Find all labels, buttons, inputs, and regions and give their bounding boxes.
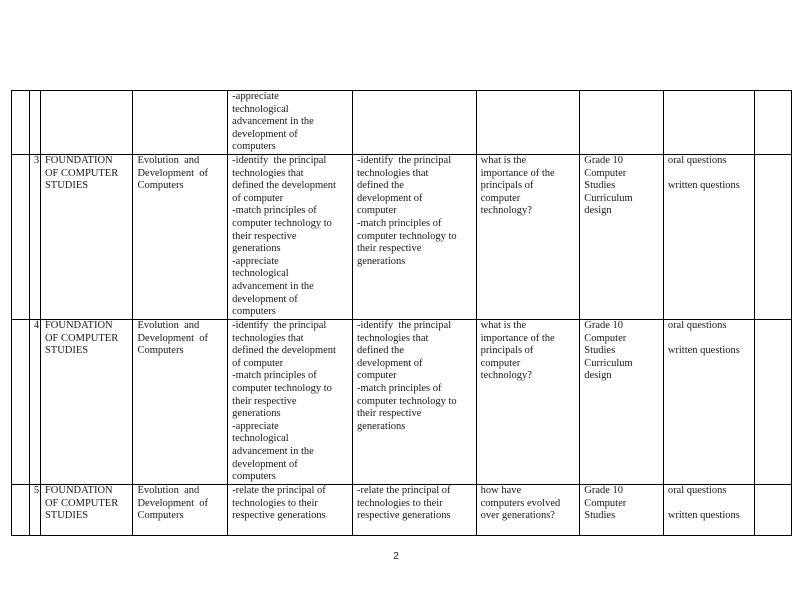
cell-text-line: -relate the principal of	[356, 484, 451, 496]
cell-text-line: generations	[232, 408, 281, 420]
cell-text-line: -identify the principal	[232, 319, 327, 331]
strand-cell	[40, 319, 132, 484]
cell-text-line: technology?	[480, 205, 532, 217]
cell-text-line: generations	[356, 255, 406, 267]
cell-text-line: Curriculum	[584, 357, 633, 369]
cell-text-line: respective generations	[232, 510, 326, 522]
week-cell	[12, 484, 30, 535]
cell-text-line: technologies that	[356, 332, 429, 344]
cell-text-line: generations	[232, 243, 281, 255]
learning-resources-cell	[580, 91, 664, 155]
cell-text-line: computer technology to	[232, 217, 332, 229]
learning-outcomes-cell	[228, 484, 353, 535]
cell-text-line: OF COMPUTER	[44, 332, 119, 344]
cell-text-line: development of	[232, 458, 298, 470]
cell-text-line: Evolution and	[137, 154, 200, 166]
sub-strand-cell	[133, 91, 228, 155]
cell-text-line: of computer	[232, 192, 284, 204]
cell-text-line: computer	[480, 192, 521, 204]
learning-resources-cell	[580, 319, 664, 484]
cell-text-line: -appreciate	[232, 255, 279, 267]
cell-text-line: technological	[232, 433, 289, 445]
cell-text-line: Curriculum	[584, 192, 633, 204]
cell-text-line: their respective	[232, 395, 297, 407]
cell-text-line: OF COMPUTER	[44, 167, 119, 179]
cell-text-line: technologies that	[232, 167, 304, 179]
table-row	[12, 91, 792, 155]
learning-activities-cell	[352, 319, 476, 484]
cell-text-line: computers	[232, 141, 276, 153]
cell-text-line: Development of	[137, 167, 209, 179]
cell-text-line: their respective	[356, 408, 422, 420]
cell-text-line: principals of	[480, 180, 534, 192]
cell-text-line: defined the	[356, 180, 404, 192]
page-number: 2	[393, 551, 399, 562]
sub-strand-cell	[133, 319, 228, 484]
cell-text-line: design	[584, 370, 612, 382]
sub-strand-cell	[133, 484, 228, 535]
learning-outcomes-cell	[228, 319, 353, 484]
remarks-cell	[755, 484, 792, 535]
sub-strand-cell	[133, 154, 228, 319]
cell-text-line: Grade 10	[584, 154, 624, 166]
key-inquiry-question-cell	[476, 484, 580, 535]
cell-text-line: STUDIES	[44, 345, 89, 357]
cell-text-line: FOUNDATION	[44, 484, 113, 496]
cell-text-line: Grade 10	[584, 319, 624, 331]
cell-text-line: -appreciate	[232, 91, 279, 102]
cell-text-line: Studies	[584, 345, 616, 357]
key-inquiry-question-cell	[476, 319, 580, 484]
cell-text-line: technological	[232, 268, 289, 280]
cell-text-line: Computers	[137, 180, 184, 192]
cell-text-line: Computer	[584, 167, 627, 179]
cell-text-line: their respective	[232, 230, 297, 242]
cell-text-line: STUDIES	[44, 510, 89, 522]
learning-activities-cell	[352, 154, 476, 319]
remarks-cell	[755, 319, 792, 484]
cell-text-line: Studies	[584, 510, 616, 522]
lesson-number-cell: 5	[29, 484, 40, 535]
assessment-methods-cell	[663, 319, 754, 484]
cell-text-line: computer technology to	[232, 382, 332, 394]
cell-text-line: technologies to their	[232, 497, 318, 509]
lesson-number-cell: 3	[29, 154, 40, 319]
spacer	[668, 498, 750, 511]
cell-text-line: technologies to their	[356, 497, 443, 509]
cell-text-line: oral questions	[667, 484, 727, 496]
learning-outcomes-cell	[228, 91, 353, 155]
cell-text-line: what is the	[480, 319, 527, 331]
learning-resources-cell	[580, 484, 664, 535]
cell-text-line: computer	[356, 205, 397, 217]
strand-cell	[40, 91, 132, 155]
week-cell	[12, 319, 30, 484]
cell-text-line: Development of	[137, 332, 209, 344]
cell-text-line: computers evolved	[480, 497, 561, 509]
cell-text-line: oral questions	[667, 319, 727, 331]
week-cell	[12, 154, 30, 319]
learning-activities-cell	[352, 91, 476, 155]
cell-text-line: development of	[232, 293, 298, 305]
cell-text-line: computers	[232, 306, 276, 318]
cell-text-line: over generations?	[480, 510, 555, 522]
scheme-of-work-table	[11, 90, 792, 536]
cell-text-line: advancement in the	[232, 280, 314, 292]
cell-text-line: FOUNDATION	[44, 154, 113, 166]
cell-text-line: defined the development	[232, 345, 336, 357]
cell-text-line: -relate the principal of	[232, 484, 326, 496]
cell-text-line: STUDIES	[44, 180, 89, 192]
key-inquiry-question-cell	[476, 154, 580, 319]
lesson-number-cell	[29, 91, 40, 155]
cell-text-line: development of	[356, 192, 423, 204]
assessment-methods-cell	[663, 91, 754, 155]
strand-cell	[40, 154, 132, 319]
cell-text-line: written questions	[667, 345, 740, 357]
cell-text-line: design	[584, 205, 612, 217]
remarks-cell	[755, 154, 792, 319]
assessment-methods-cell	[663, 154, 754, 319]
table-row	[12, 484, 792, 535]
cell-text-line: respective generations	[356, 510, 451, 522]
cell-text-line: computer technology to	[356, 395, 457, 407]
cell-text-line: -match principles of	[232, 205, 317, 217]
learning-outcomes-cell	[228, 154, 353, 319]
cell-text-line: Computers	[137, 510, 184, 522]
cell-text-line: importance of the	[480, 167, 555, 179]
cell-text-line: Computer	[584, 497, 627, 509]
lesson-number-cell: 4	[29, 319, 40, 484]
cell-text-line: technologies that	[356, 167, 429, 179]
cell-text-line: written questions	[667, 510, 740, 522]
cell-text-line: how have	[480, 484, 522, 496]
cell-text-line: Evolution and	[137, 484, 200, 496]
cell-text-line: computer technology to	[356, 230, 457, 242]
cell-text-line: Evolution and	[137, 319, 200, 331]
spacer	[668, 333, 750, 346]
cell-text-line: importance of the	[480, 332, 555, 344]
learning-activities-cell	[352, 484, 476, 535]
cell-text-line: computers	[232, 471, 276, 483]
strand-cell	[40, 484, 132, 535]
assessment-methods-cell	[663, 484, 754, 535]
cell-text-line: technology?	[480, 370, 532, 382]
cell-text-line: defined the	[356, 345, 404, 357]
key-inquiry-question-cell	[476, 91, 580, 155]
cell-text-line: -identify the principal	[232, 154, 327, 166]
cell-text-line: technologies that	[232, 332, 304, 344]
cell-text-line: OF COMPUTER	[44, 497, 119, 509]
cell-text-line: computer	[480, 357, 521, 369]
cell-text-line: oral questions	[667, 154, 727, 166]
learning-resources-cell	[580, 154, 664, 319]
cell-text-line: -match principles of	[356, 217, 442, 229]
cell-text-line: development of	[356, 357, 423, 369]
cell-text-line: development of	[232, 128, 298, 140]
cell-text-line: -identify the principal	[356, 154, 452, 166]
cell-text-line: principals of	[480, 345, 534, 357]
cell-text-line: -identify the principal	[356, 319, 452, 331]
table-row	[12, 154, 792, 319]
cell-text-line: -appreciate	[232, 420, 279, 432]
cell-text-line: -match principles of	[356, 382, 442, 394]
cell-text-line: FOUNDATION	[44, 319, 113, 331]
remarks-cell	[755, 91, 792, 155]
cell-text-line: -match principles of	[232, 370, 317, 382]
cell-text-line: advancement in the	[232, 445, 314, 457]
cell-text-line: their respective	[356, 243, 422, 255]
cell-text-line: generations	[356, 420, 406, 432]
cell-text-line: written questions	[667, 180, 740, 192]
cell-text-line: Development of	[137, 497, 209, 509]
spacer	[668, 168, 750, 181]
cell-text-line: technological	[232, 103, 289, 115]
cell-text-line: Studies	[584, 180, 616, 192]
cell-text-line: Computer	[584, 332, 627, 344]
cell-text-line: defined the development	[232, 180, 336, 192]
cell-text-line: what is the	[480, 154, 527, 166]
cell-text-line: Computers	[137, 345, 184, 357]
table-row	[12, 319, 792, 484]
week-cell	[12, 91, 30, 155]
cell-text-line: advancement in the	[232, 116, 314, 128]
cell-text-line: computer	[356, 370, 397, 382]
cell-text-line: Grade 10	[584, 484, 624, 496]
cell-text-line: of computer	[232, 357, 284, 369]
